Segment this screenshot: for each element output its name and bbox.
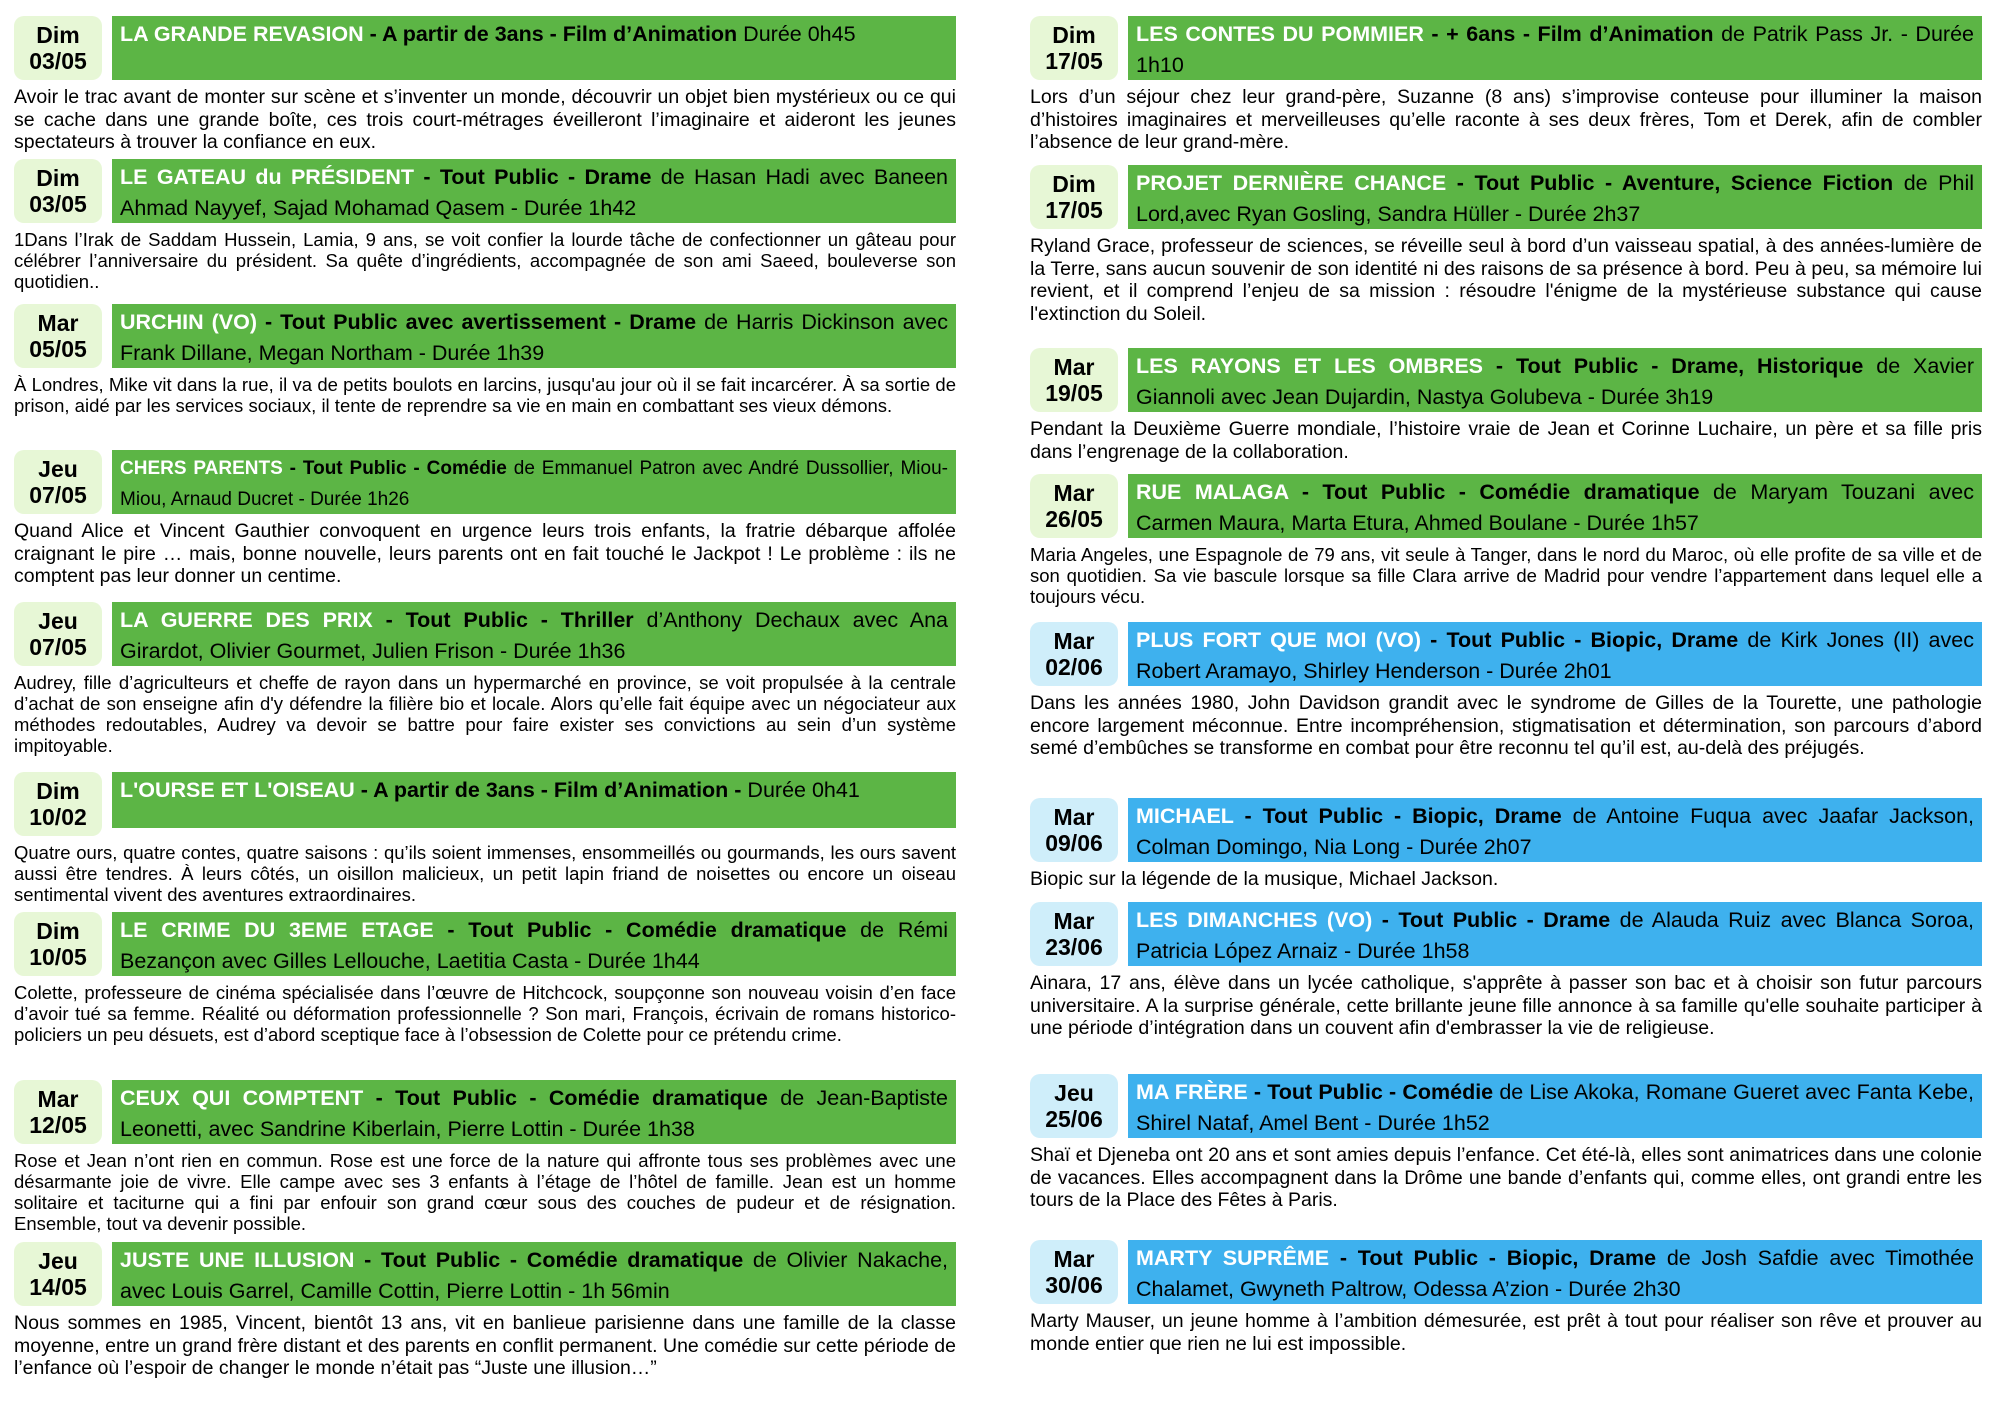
date-badge: Dim 10/02 <box>14 772 102 836</box>
film-title-bar: LA GUERRE DES PRIX - Tout Public - Thriller d’Anthony Dechaux avec Ana Girardot, Olivier Gourmet, Julien Frison - Durée 1h36 <box>112 602 956 666</box>
film-entry <box>14 16 956 154</box>
film-title: MARTY SUPRÊME <box>1136 1246 1330 1270</box>
film-entry <box>14 1080 956 1234</box>
film-title: LA GUERRE DES PRIX <box>120 608 373 632</box>
film-synopsis: Quand Alice et Vincent Gauthier convoquent en urgence leurs trois enfants, la fratrie débarque affolée craignant le pire … mais, bonne nouvelle, leurs parents ont en fait touché le Jackpot ! Le problème : ils ne comptent pas leur donner un centime. <box>14 520 956 587</box>
film-entry <box>14 772 956 905</box>
film-synopsis: 1Dans l’Irak de Saddam Hussein, Lamia, 9 ans, se voit confier la lourde tâche de confectionner un gâteau pour célébrer l’anniversaire du président. Sa quête d’ingrédients, accompagnée de son ami Saeed, bouleverse son quotidien.. <box>14 229 956 292</box>
film-synopsis: Ainara, 17 ans, élève dans un lycée catholique, s'apprête à passer son bac et à choisir son futur parcours universitaire. A la surprise générale, cette brillante jeune fille annonce à sa famille qu'elle souhaite participer à une période d’intégration dans un couvent afin d'embrasser la vie de religieuse. <box>1030 972 1982 1039</box>
film-entry <box>14 450 956 588</box>
film-entry <box>14 602 956 756</box>
film-title: URCHIN (VO) <box>120 310 257 334</box>
date-badge: Dim 17/05 <box>1030 16 1118 80</box>
film-title: LA GRANDE REVASION <box>120 22 364 46</box>
date-badge: Dim 17/05 <box>1030 165 1118 229</box>
film-title-bar: LA GRANDE REVASION - A partir de 3ans - Film d’Animation Durée 0h45 <box>112 16 956 80</box>
film-title: CHERS PARENTS <box>120 458 283 479</box>
film-title: RUE MALAGA <box>1136 480 1289 504</box>
film-synopsis: Quatre ours, quatre contes, quatre saisons : qu’ils soient immenses, ensommeillés ou gourmands, les ours savent aussi être tendres. À leurs côtés, un oisillon malicieux, un petit lapin friand de noisettes ou encore un oiseau sentimental vivent des aventures extraordinaires. <box>14 842 956 905</box>
film-entry <box>14 159 956 292</box>
film-title-bar: URCHIN (VO) - Tout Public avec avertissement - Drame de Harris Dickinson avec Frank Dillane, Megan Northam - Durée 1h39 <box>112 304 956 368</box>
film-entry <box>1030 1240 1982 1355</box>
film-entry <box>14 304 956 416</box>
date-badge: Jeu 07/05 <box>14 602 102 666</box>
film-synopsis: Avoir le trac avant de monter sur scène et s’inventer un monde, découvrir un objet bien mystérieux ou ce qui se cache dans une grande boîte, ces trois court-métrages éveilleront l’imaginaire et aideront les jeunes spectateurs à trouver la confiance en eux. <box>14 86 956 153</box>
film-entry <box>1030 1074 1982 1212</box>
film-title: LES RAYONS ET LES OMBRES <box>1136 354 1484 378</box>
film-title-bar: MARTY SUPRÊME - Tout Public - Biopic, Drame de Josh Safdie avec Timothée Chalamet, Gwyneth Paltrow, Odessa A’zion - Durée 2h30 <box>1128 1240 1982 1304</box>
film-entry <box>1030 622 1982 760</box>
film-title: PLUS FORT QUE MOI (VO) <box>1136 628 1422 652</box>
film-title: JUSTE UNE ILLUSION <box>120 1248 355 1272</box>
date-badge: Mar 02/06 <box>1030 622 1118 686</box>
date-badge: Dim 10/05 <box>14 912 102 976</box>
film-title: LE GATEAU du PRÉSIDENT <box>120 165 414 189</box>
film-title: LES DIMANCHES (VO) <box>1136 908 1373 932</box>
film-title: LE CRIME DU 3EME ETAGE <box>120 918 434 942</box>
date-badge: Mar 19/05 <box>1030 348 1118 412</box>
date-badge: Mar 23/06 <box>1030 902 1118 966</box>
date-badge: Mar 12/05 <box>14 1080 102 1144</box>
film-synopsis: Dans les années 1980, John Davidson grandit avec le syndrome de Gilles de la Tourette, une pathologie encore largement méconnue. Entre incompréhension, stigmatisation et détermination, son parcours d’abord semé d’embûches se transforme en combat pour être reconnu tel qu’il est, au-delà des préjugés. <box>1030 692 1982 759</box>
film-title-bar: LES RAYONS ET LES OMBRES - Tout Public - Drame, Historique de Xavier Giannoli avec Jean Dujardin, Nastya Golubeva - Durée 3h19 <box>1128 348 1982 412</box>
film-title-bar: RUE MALAGA - Tout Public - Comédie dramatique de Maryam Touzani avec Carmen Maura, Marta Etura, Ahmed Boulane - Durée 1h57 <box>1128 474 1982 538</box>
film-synopsis: Pendant la Deuxième Guerre mondiale, l’histoire vraie de Jean et Corinne Luchaire, un père et sa fille pris dans l’engrenage de la collaboration. <box>1030 418 1982 463</box>
film-synopsis: À Londres, Mike vit dans la rue, il va de petits boulots en larcins, jusqu'au jour où il se fait incarcérer. À sa sortie de prison, aidé par les services sociaux, il tente de reprendre sa vie en main en combattant ses vieux démons. <box>14 374 956 416</box>
date-badge: Mar 30/06 <box>1030 1240 1118 1304</box>
film-title-bar: MA FRÈRE - Tout Public - Comédie de Lise Akoka, Romane Gueret avec Fanta Kebe, Shirel Nataf, Amel Bent - Durée 1h52 <box>1128 1074 1982 1138</box>
film-title-bar: PROJET DERNIÈRE CHANCE - Tout Public - Aventure, Science Fiction de Phil Lord,avec Ryan Gosling, Sandra Hüller - Durée 2h37 <box>1128 165 1982 229</box>
film-synopsis: Marty Mauser, un jeune homme à l’ambition démesurée, est prêt à tout pour réaliser son rêve et prouver au monde entier que rien ne lui est impossible. <box>1030 1310 1982 1355</box>
film-title: L'OURSE ET L'OISEAU <box>120 778 355 802</box>
film-title: MA FRÈRE <box>1136 1080 1248 1104</box>
film-title-bar: L'OURSE ET L'OISEAU - A partir de 3ans - Film d’Animation - Durée 0h41 <box>112 772 956 828</box>
film-title-bar: MICHAEL - Tout Public - Biopic, Drame de Antoine Fuqua avec Jaafar Jackson, Colman Domingo, Nia Long - Durée 2h07 <box>1128 798 1982 862</box>
film-synopsis: Biopic sur la légende de la musique, Michael Jackson. <box>1030 868 1499 890</box>
date-badge: Mar 05/05 <box>14 304 102 368</box>
film-title: MICHAEL <box>1136 804 1234 828</box>
film-entry <box>14 1242 956 1380</box>
film-title-bar: LE GATEAU du PRÉSIDENT - Tout Public - Drame de Hasan Hadi avec Baneen Ahmad Nayyef, Sajad Mohamad Qasem - Durée 1h42 <box>112 159 956 223</box>
film-synopsis: Nous sommes en 1985, Vincent, bientôt 13 ans, vit en banlieue parisienne dans une famille de la classe moyenne, entre un grand frère distant et des parents en conflit permanent. Une comédie sur cette période de l’enfance où l’espoir de changer le monde n’était pas “Juste une illusion…” <box>14 1312 956 1379</box>
film-synopsis: Maria Angeles, une Espagnole de 79 ans, vit seule à Tanger, dans le nord du Maroc, où elle profite de sa ville et de son quotidien. Sa vie bascule lorsque sa fille Clara arrive de Madrid pour vendre l’appartement dans lequel elle a toujours vécu. <box>1030 544 1982 607</box>
film-entry <box>1030 348 1982 463</box>
date-badge: Dim 03/05 <box>14 159 102 223</box>
date-badge: Jeu 14/05 <box>14 1242 102 1306</box>
date-badge: Dim 03/05 <box>14 16 102 80</box>
film-title: CEUX QUI COMPTENT <box>120 1086 364 1110</box>
film-synopsis: Lors d’un séjour chez leur grand-père, Suzanne (8 ans) s’improvise conteuse pour illuminer la maison d’histoires imaginaires et merveilleuses qu’elle raconte à ses deux frères, Tom et Derek, afin de combler l’absence de leur grand-mère. <box>1030 86 1982 153</box>
film-title-bar: CHERS PARENTS - Tout Public - Comédie de Emmanuel Patron avec André Dussollier, Miou-Miou, Arnaud Ducret - Durée 1h26 <box>112 450 956 514</box>
film-synopsis: Colette, professeure de cinéma spécialisée dans l’œuvre de Hitchcock, soupçonne son nouveau voisin d’en face d’avoir tué sa femme. Réalité ou déformation professionnelle ? Son mari, François, écrivain de romans historico-policiers un peu désuets, est d’abord sceptique face à l’obsession de Colette pour ce prétendu crime. <box>14 982 956 1045</box>
film-title: PROJET DERNIÈRE CHANCE <box>1136 171 1447 195</box>
film-title: LES CONTES DU POMMIER <box>1136 22 1424 46</box>
date-badge: Jeu 25/06 <box>1030 1074 1118 1138</box>
film-entry <box>1030 474 1982 607</box>
film-synopsis: Rose et Jean n’ont rien en commun. Rose est une force de la nature qui affronte tous ses problèmes avec une désarmante joie de vivre. Elle campe avec ses 3 enfants à l’étage de l’hôtel de famille. Jean est un homme solitaire et taciturne qui a fini par enfouir son grand cœur sous des couches de pudeur et de résignation. Ensemble, tout va devenir possible. <box>14 1150 956 1234</box>
film-entry <box>1030 902 1982 1040</box>
film-entry <box>1030 16 1982 154</box>
film-synopsis: Ryland Grace, professeur de sciences, se réveille seul à bord d’un vaisseau spatial, à des années-lumière de la Terre, sans aucun souvenir de son identité ni des raisons de sa présence à bord. Peu à peu, sa mémoire lui revient, et il comprend l’enjeu de sa mission : résoudre l'énigme de la mystérieuse substance qui cause l'extinction du Soleil. <box>1030 235 1982 325</box>
date-badge: Mar 26/05 <box>1030 474 1118 538</box>
date-badge: Mar 09/06 <box>1030 798 1118 862</box>
film-synopsis: Shaï et Djeneba ont 20 ans et sont amies depuis l’enfance. Cet été-là, elles sont animatrices dans une colonie de vacances. Elles accompagnent dans la Drôme une bande d’enfants qui, comme elles, ont grandi entre les tours de la Place des Fêtes à Paris. <box>1030 1144 1982 1211</box>
film-entry <box>14 912 956 1045</box>
film-entry <box>1030 165 1982 325</box>
film-synopsis: Audrey, fille d’agriculteurs et cheffe de rayon dans un hypermarché en province, se voit propulsée à la centrale d’achat de son enseigne afin d'y défendre la filière bio et locale. Alors qu’elle fait équipe avec un négociateur aux méthodes redoutables, Audrey va devoir se battre pour faire exister ses convictions au sein d’un système impitoyable. <box>14 672 956 756</box>
film-title-bar: CEUX QUI COMPTENT - Tout Public - Comédie dramatique de Jean-Baptiste Leonetti, avec Sandrine Kiberlain, Pierre Lottin - Durée 1h38 <box>112 1080 956 1144</box>
film-title-bar: PLUS FORT QUE MOI (VO) - Tout Public - Biopic, Drame de Kirk Jones (II) avec Robert Aramayo, Shirley Henderson - Durée 2h01 <box>1128 622 1982 686</box>
film-entry <box>1030 798 1982 891</box>
film-title-bar: JUSTE UNE ILLUSION - Tout Public - Comédie dramatique de Olivier Nakache, avec Louis Garrel, Camille Cottin, Pierre Lottin - 1h 56min <box>112 1242 956 1306</box>
film-title-bar: LE CRIME DU 3EME ETAGE - Tout Public - Comédie dramatique de Rémi Bezançon avec Gilles Lellouche, Laetitia Casta - Durée 1h44 <box>112 912 956 976</box>
film-title-bar: LES DIMANCHES (VO) - Tout Public - Drame de Alauda Ruiz avec Blanca Soroa, Patricia López Arnaiz - Durée 1h58 <box>1128 902 1982 966</box>
film-title-bar: LES CONTES DU POMMIER - + 6ans - Film d’Animation de Patrik Pass Jr. - Durée 1h10 <box>1128 16 1982 80</box>
date-badge: Jeu 07/05 <box>14 450 102 514</box>
